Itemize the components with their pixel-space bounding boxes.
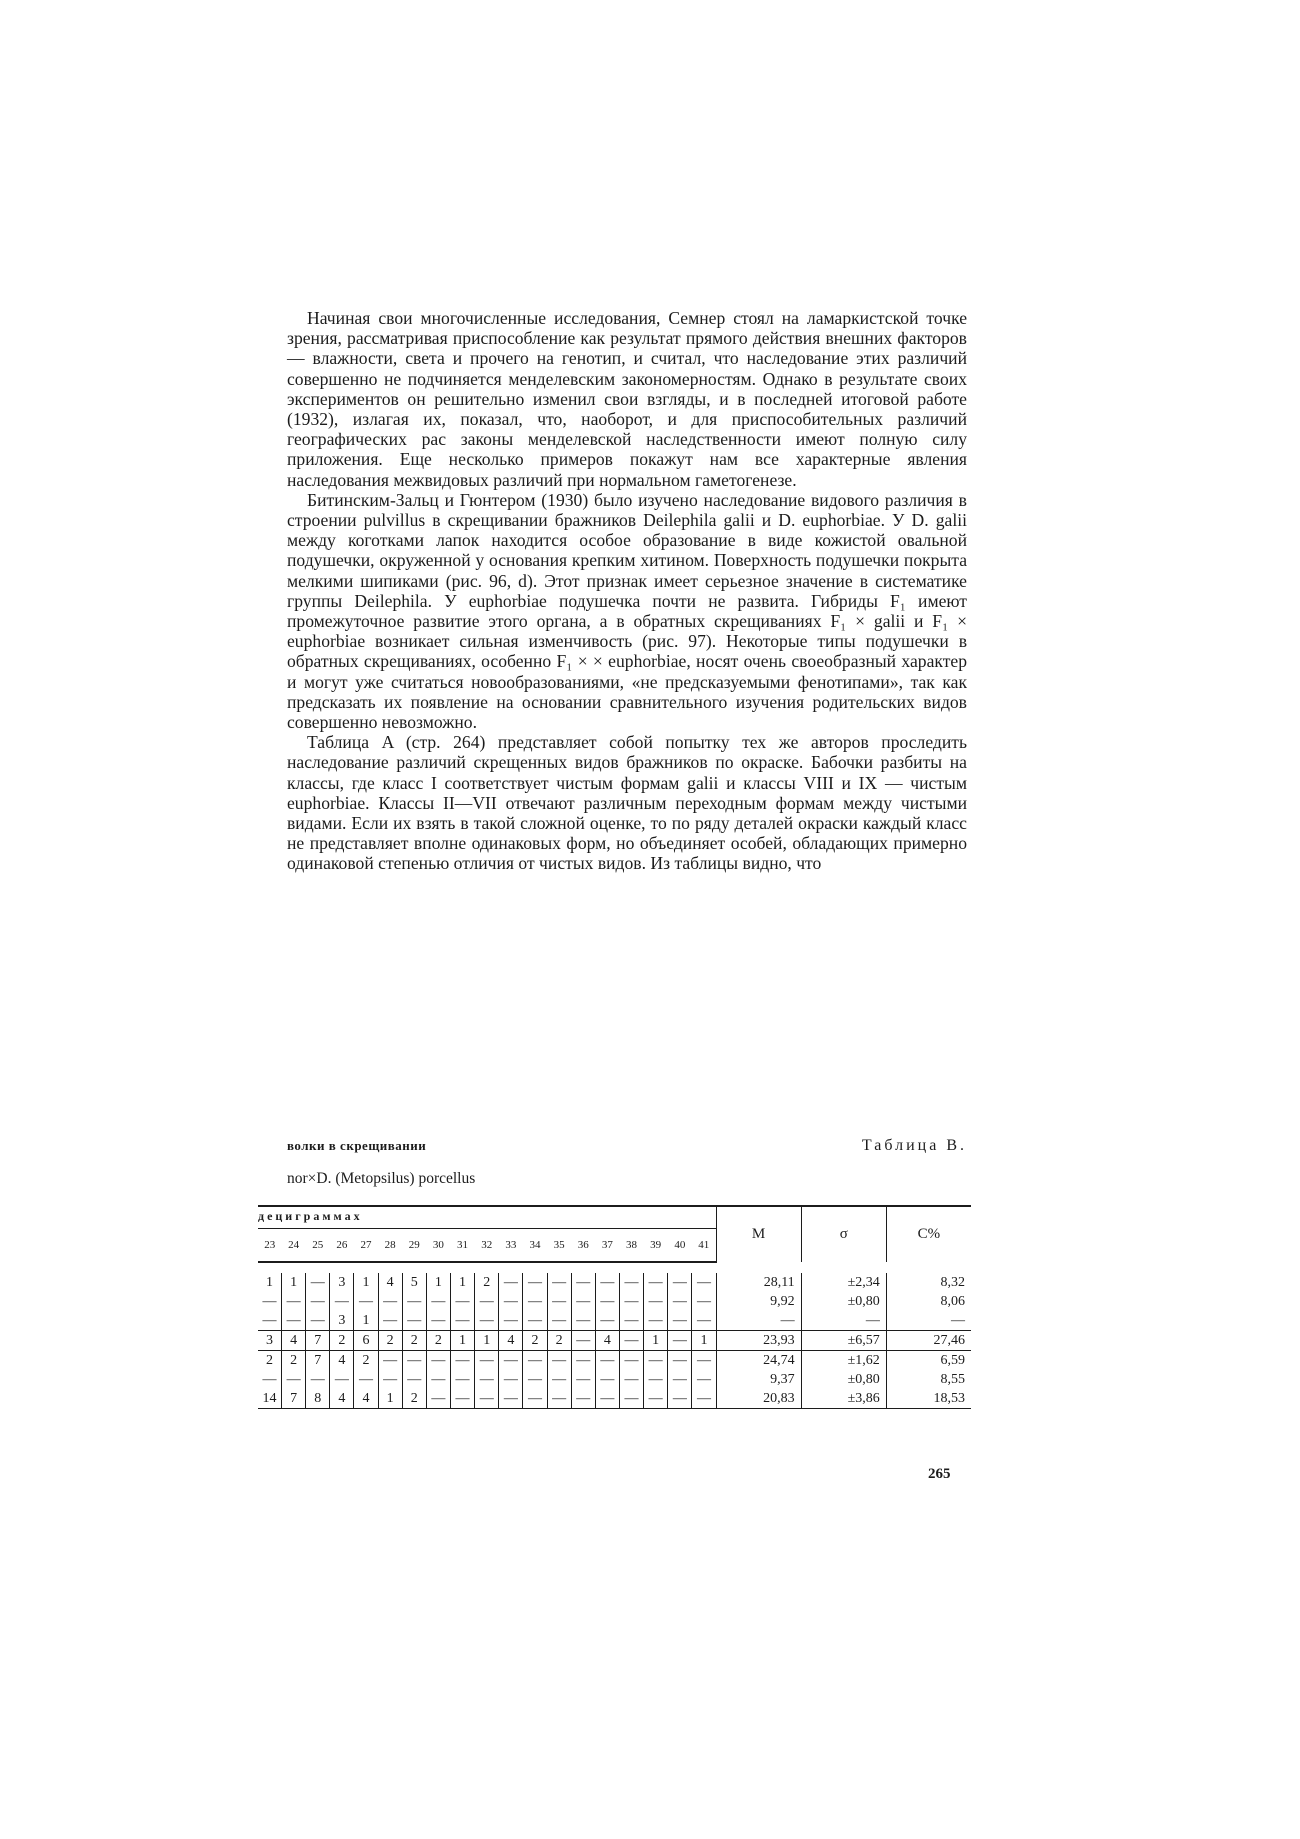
table-cell: 7 (282, 1389, 306, 1409)
table-cell: — (378, 1370, 402, 1389)
table-cell: 2 (378, 1331, 402, 1351)
table-cell: — (668, 1370, 692, 1389)
table-row (258, 1331, 971, 1351)
stat-cell-c: 8,06 (886, 1292, 971, 1311)
table-cell: — (644, 1389, 668, 1409)
table-cell: — (306, 1311, 330, 1331)
table-cell: — (547, 1389, 571, 1409)
table-cell: 2 (354, 1351, 378, 1371)
column-header: 38 (619, 1229, 643, 1263)
table-cell: 7 (306, 1351, 330, 1371)
table-cell: 5 (402, 1273, 426, 1292)
table-cell: — (619, 1370, 643, 1389)
table-cell: — (571, 1370, 595, 1389)
table-cell: 3 (330, 1311, 354, 1331)
table-body (258, 1262, 971, 1409)
stat-cell-m: 9,37 (716, 1370, 801, 1389)
column-header: 23 (258, 1229, 282, 1263)
stat-cell-c: 18,53 (886, 1389, 971, 1409)
table-cell: — (619, 1331, 643, 1351)
table-cell: 1 (450, 1331, 474, 1351)
column-header: 34 (523, 1229, 547, 1263)
table-cell: — (306, 1370, 330, 1389)
table-cell: — (426, 1292, 450, 1311)
table-cell: — (668, 1389, 692, 1409)
table-cell: 1 (378, 1389, 402, 1409)
table-cell: 4 (330, 1389, 354, 1409)
table-cell: — (450, 1351, 474, 1371)
table-cell: 1 (266, 1274, 273, 1290)
table-cell: 14 (258, 1389, 282, 1409)
stat-cell-m: 20,83 (716, 1389, 801, 1409)
table-cell: — (475, 1389, 499, 1409)
table-cell: — (692, 1351, 716, 1371)
table-cell: — (426, 1311, 450, 1331)
page-number: 265 (928, 1466, 951, 1482)
table-cell: — (499, 1273, 523, 1292)
table-cell: 2 (547, 1331, 571, 1351)
table-cell: 1 (475, 1331, 499, 1351)
table-cell: — (523, 1273, 547, 1292)
table-cell: — (282, 1292, 306, 1311)
column-header: 29 (402, 1229, 426, 1263)
table-cell: — (692, 1292, 716, 1311)
stat-cell-c: 8,32 (886, 1273, 971, 1292)
stat-cell-sigma: ±0,80 (801, 1370, 886, 1389)
table-cell: — (644, 1273, 668, 1292)
table-cell: — (595, 1311, 619, 1331)
column-header: 32 (475, 1229, 499, 1263)
column-header: 33 (499, 1229, 523, 1263)
table-cell: — (571, 1292, 595, 1311)
table-cell: 1 (692, 1331, 716, 1351)
table-cell: — (426, 1389, 450, 1409)
column-header: 36 (571, 1229, 595, 1263)
table-cell: — (282, 1311, 306, 1331)
table-cell: — (402, 1351, 426, 1371)
table-cell: — (523, 1389, 547, 1409)
column-header: 41 (692, 1229, 716, 1263)
table-cell: — (547, 1292, 571, 1311)
stat-cell-m: 23,93 (716, 1331, 801, 1351)
stat-cell-sigma: ±2,34 (801, 1273, 886, 1292)
table-cell: — (499, 1311, 523, 1331)
table-caption-row (287, 1137, 967, 1155)
paragraph-3: Таблица A (стр. 264) представляет собой попытку тех же авторов проследить наследование различий скрещенных видов бражников по окраске. Бабочки разбиты на классы, где класс I соответствует чистым формам galii и классы VIII и IX — чистым euphorbiae. Классы II—VII отвечают различным переходным формам между чистыми видами. Если их взять в такой сложной оценке, то по ряду деталей окраски каждый класс не представляет вполне одинаковых форм, но объединяет особей, обладающих примерно одинаковой степенью отличия от чистых видов. Из таблицы видно, что (287, 732, 967, 874)
data-table (258, 1205, 971, 1409)
table-cell: — (354, 1292, 378, 1311)
table-cell: 1 (644, 1331, 668, 1351)
table-cell: — (330, 1370, 354, 1389)
table-cell: — (547, 1351, 571, 1371)
table-cell: 2 (475, 1273, 499, 1292)
table-cell: — (426, 1351, 450, 1371)
table-cell: 2 (523, 1331, 547, 1351)
table-cell: — (571, 1331, 595, 1351)
table-cell: — (450, 1370, 474, 1389)
stat-cell-m: 24,74 (716, 1351, 801, 1371)
table-cell: — (402, 1292, 426, 1311)
table-header-title: дециграммах (258, 1206, 716, 1229)
table-subcaption: nor×D. (Metopsilus) porcellus (287, 1170, 476, 1187)
table-cell: 2 (402, 1331, 426, 1351)
table-cell: — (426, 1370, 450, 1389)
column-header: 28 (378, 1229, 402, 1263)
stat-cell-m: 9,92 (716, 1292, 801, 1311)
table-cell: — (644, 1351, 668, 1371)
table-cell: — (523, 1311, 547, 1331)
column-header: 27 (354, 1229, 378, 1263)
table-cell: — (547, 1370, 571, 1389)
stat-cell-c: 8,55 (886, 1370, 971, 1389)
table-cell: — (378, 1351, 402, 1371)
stat-cell-m: 28,11 (716, 1273, 801, 1292)
table-cell: — (475, 1311, 499, 1331)
column-header: 24 (282, 1229, 306, 1263)
table-cell: — (619, 1292, 643, 1311)
table-cell: — (595, 1370, 619, 1389)
table-cell: — (692, 1273, 716, 1292)
table-cell: — (595, 1273, 619, 1292)
table-cell: — (547, 1273, 571, 1292)
table-cell: — (450, 1311, 474, 1331)
table-cell: — (619, 1389, 643, 1409)
table-cell: — (595, 1292, 619, 1311)
table-cell: — (475, 1370, 499, 1389)
table-cell: — (306, 1273, 330, 1292)
table-row (258, 1292, 971, 1311)
table-cell: — (595, 1389, 619, 1409)
table-cell: — (402, 1311, 426, 1331)
paragraph-2: Битинским-Зальц и Гюнтером (1930) было изучено наследование видового различия в строении pulvillus в скрещивании бражников Deilephila galii и D. euphorbiae. У D. galii между коготками лапок находится особое образование в виде кожистой овальной подушечки, окруженной у основания крепким хитином. Поверхность подушечки покрыта мелкими шипиками (рис. 96, d). Этот признак имеет серьезное значение в систематике группы Deilephila. У euphorbiae подушечка почти не развита. Гибриды F₁ имеют промежуточное развитие этого органа, а в обратных скрещиваниях F₁ × galii и F₁ × euphorbiae возникает сильная изменчивость (рис. 97). Некоторые типы подушечки в обратных скрещиваниях, особенно F₁ × × euphorbiae, носят очень своеобразный характер и могут уже считаться новообразованиями, «не предсказуемыми фенотипами», так как предсказать их появление на основании сравнительного изучения родительских видов совершенно невозможно. (287, 489, 967, 733)
table-cell: — (692, 1389, 716, 1409)
stat-cell-m: — (716, 1311, 801, 1331)
table-cell: — (378, 1311, 402, 1331)
table-cell: — (571, 1351, 595, 1371)
stat-cell-sigma: ±6,57 (801, 1331, 886, 1351)
table-cell: 1 (354, 1273, 378, 1292)
table-caption-left: волки в скрещивании (287, 1138, 427, 1153)
paragraph-1: Начиная свои многочисленные исследования, Семнер стоял на ламаркистской точке зрения, рассматривая приспособление как результат прямого действия внешних факторов — влажности, света и прочего на генотип, и считал, что наследование этих различий совершенно не подчиняется менделевским закономерностям. Однако в результате своих экспериментов он решительно изменил свои взгляды, и в последней итоговой работе (1932), излагая их, показал, что, наоборот, и для приспособительных различий географических рас законы менделевской наследственности имеют полную силу приложения. Еще несколько примеров покажут нам все характерные явления наследования межвидовых различий при нормальном гаметогенезе. (287, 308, 967, 490)
table-cell: — (258, 1311, 282, 1331)
stat-cell-sigma: ±0,80 (801, 1292, 886, 1311)
table-cell: — (692, 1311, 716, 1331)
table-cell: 1 (450, 1273, 474, 1292)
data-table-wrap (258, 1205, 971, 1409)
table-cell: 3 (330, 1273, 354, 1292)
table-cell: 7 (306, 1331, 330, 1351)
table-cell: — (262, 1293, 277, 1309)
table-cell: — (262, 1371, 277, 1387)
stat-cell-sigma: ±3,86 (801, 1389, 886, 1409)
table-cell: — (692, 1370, 716, 1389)
table-cell: 4 (499, 1331, 523, 1351)
stat-cell-sigma: ±1,62 (801, 1351, 886, 1371)
stat-cell-c: — (886, 1311, 971, 1331)
table-cell: — (450, 1389, 474, 1409)
table-cell: — (475, 1292, 499, 1311)
table-cell: — (378, 1292, 402, 1311)
header-c-percent: C% (886, 1206, 971, 1262)
table-cell: — (402, 1370, 426, 1389)
stat-cell-c: 6,59 (886, 1351, 971, 1371)
column-header: 30 (426, 1229, 450, 1263)
table-cell: — (668, 1351, 692, 1371)
table-cell: — (644, 1292, 668, 1311)
table-row (258, 1389, 971, 1409)
table-cell: — (499, 1370, 523, 1389)
table-cell: 4 (282, 1331, 306, 1351)
table-caption-right: Таблица B. (861, 1137, 967, 1154)
header-sigma: σ (801, 1206, 886, 1262)
table-cell: — (282, 1370, 306, 1389)
table-cell: — (571, 1389, 595, 1409)
table-cell: — (619, 1311, 643, 1331)
table-cell: — (619, 1273, 643, 1292)
stat-cell-c: 27,46 (886, 1331, 971, 1351)
column-header: 39 (644, 1229, 668, 1263)
table-cell: — (450, 1292, 474, 1311)
table-cell: — (475, 1351, 499, 1371)
column-header: 37 (595, 1229, 619, 1263)
column-header: 26 (330, 1229, 354, 1263)
table-cell: — (354, 1370, 378, 1389)
table-cell: 1 (426, 1273, 450, 1292)
table-row (258, 1273, 971, 1292)
table-cell: — (619, 1351, 643, 1371)
table-cell: 6 (354, 1331, 378, 1351)
table-cell: — (668, 1273, 692, 1292)
table-cell: — (523, 1292, 547, 1311)
table-cell: 4 (330, 1351, 354, 1371)
header-m: M (716, 1206, 801, 1262)
table-cell: — (499, 1351, 523, 1371)
table-cell: — (306, 1292, 330, 1311)
table-cell: — (330, 1292, 354, 1311)
column-header: 40 (668, 1229, 692, 1263)
table-cell: — (547, 1311, 571, 1331)
table-row (258, 1351, 971, 1371)
table-cell: 2 (402, 1389, 426, 1409)
table-cell: 1 (282, 1273, 306, 1292)
table-cell: — (668, 1331, 692, 1351)
table-cell: — (595, 1351, 619, 1371)
table-cell: — (644, 1311, 668, 1331)
table-cell: — (571, 1273, 595, 1292)
stat-cell-sigma: — (801, 1311, 886, 1331)
table-cell: 4 (354, 1389, 378, 1409)
table-cell: — (523, 1351, 547, 1371)
table-cell: 4 (595, 1331, 619, 1351)
table-cell: — (668, 1292, 692, 1311)
table-cell: 2 (330, 1331, 354, 1351)
table-cell: — (571, 1311, 595, 1331)
table-row (258, 1311, 971, 1331)
table-cell: 2 (282, 1351, 306, 1371)
table-cell: — (668, 1311, 692, 1331)
table-cell: 8 (306, 1389, 330, 1409)
table-cell: 2 (266, 1352, 273, 1368)
table-cell: — (499, 1292, 523, 1311)
table-cell: 3 (258, 1331, 282, 1351)
column-header: 25 (306, 1229, 330, 1263)
table-cell: — (523, 1370, 547, 1389)
table-cell: 4 (378, 1273, 402, 1292)
table-row (258, 1370, 971, 1389)
column-header: 31 (450, 1229, 474, 1263)
table-cell: — (644, 1370, 668, 1389)
table-cell: — (499, 1389, 523, 1409)
table-cell: 2 (426, 1331, 450, 1351)
table-cell: 1 (354, 1311, 378, 1331)
column-header: 35 (547, 1229, 571, 1263)
body-text (287, 308, 967, 874)
